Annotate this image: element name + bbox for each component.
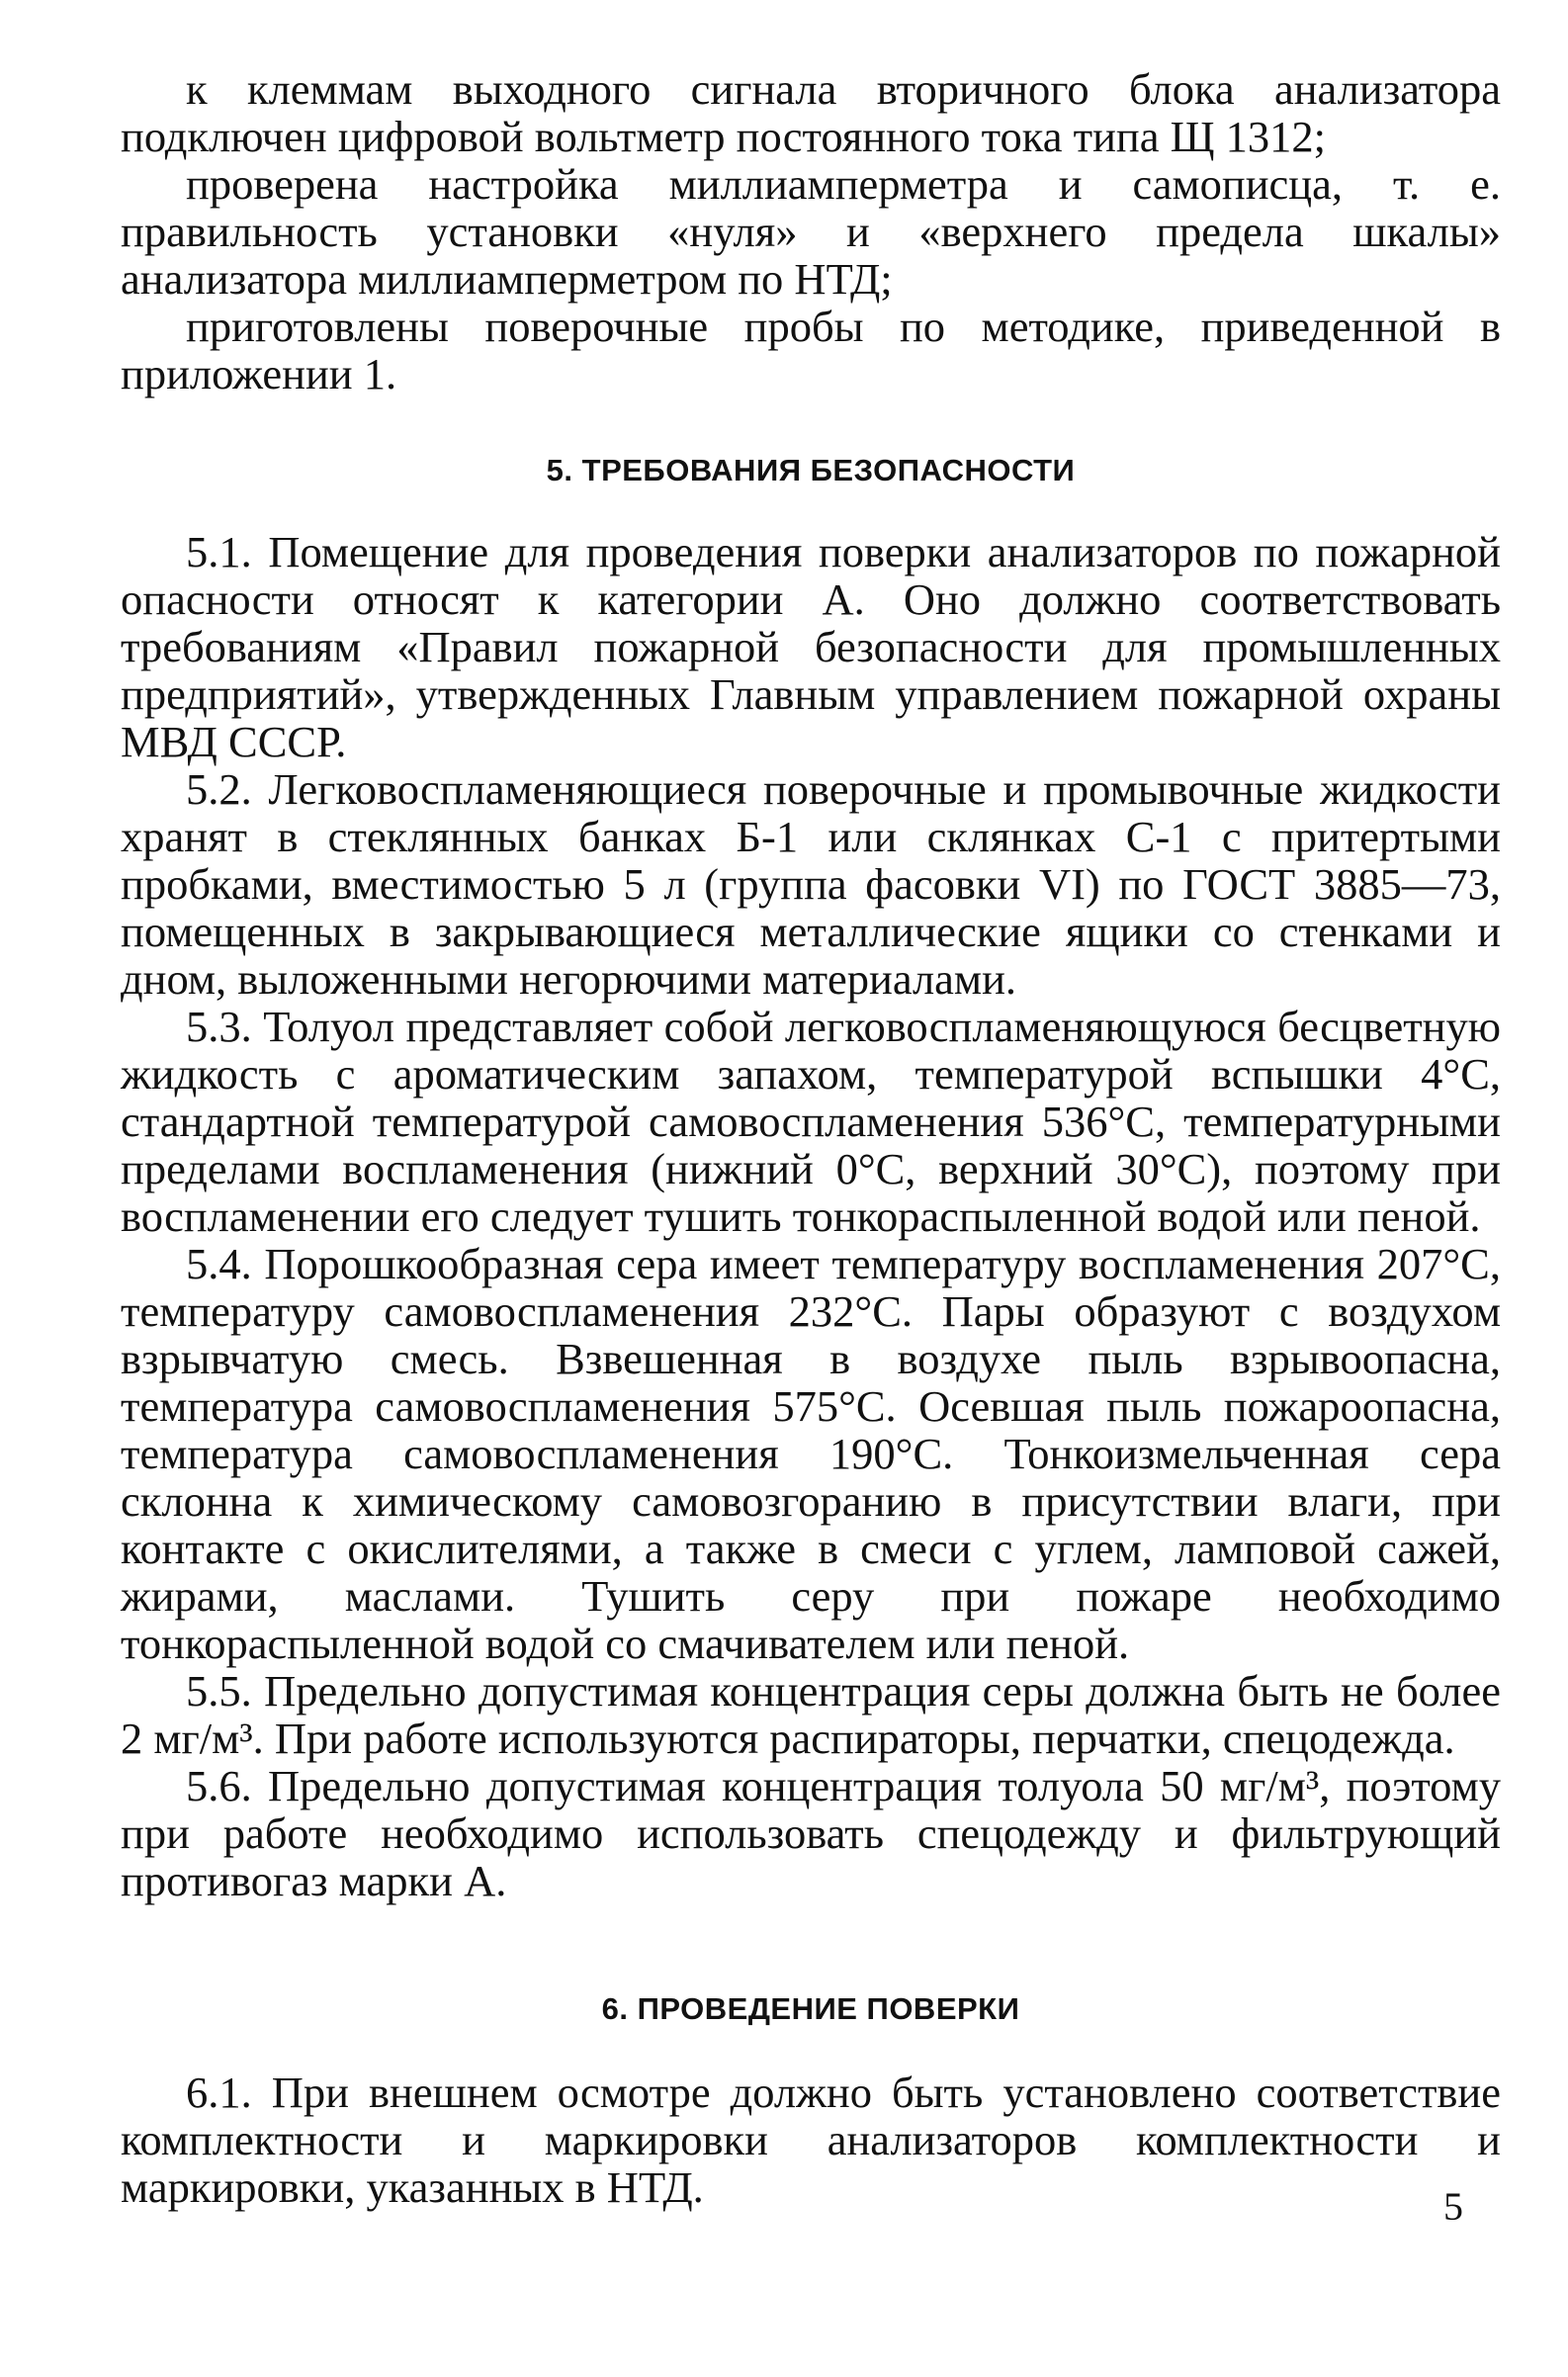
- intro-paragraph-3: приготовлены поверочные пробы по методике, приведенной в приложении 1.: [121, 302, 1501, 398]
- paragraph-5-5: 5.5. Предельно допустимая концентрация серы должна быть не более 2 мг/м³. При работе используются распираторы, перчатки, спецодежда.: [121, 1666, 1501, 1763]
- section-6-heading: 6. ПРОВЕДЕНИЕ ПОВЕРКИ: [601, 1991, 1020, 2026]
- paragraph-6-1: 6.1. При внешнем осмотре должно быть установлено соответствие комплектности и маркировки анализаторов комплектности и маркировки, указанных в НТД.: [121, 2068, 1501, 2212]
- page-number: 5: [1443, 2184, 1463, 2229]
- paragraph-5-1: 5.1. Помещение для проведения поверки анализаторов по пожарной опасности относят к категории А. Оно должно соответствовать требованиям «Правил пожарной безопасности для промышленных предприятий», утвержденных Главным управлением пожарной охраны МВД СССР.: [121, 527, 1501, 766]
- paragraph-5-6: 5.6. Предельно допустимая концентрация толуола 50 мг/м³, поэтому при работе необходимо использовать спецодежду и фильтрующий противогаз марки А.: [121, 1761, 1501, 1905]
- paragraph-5-3: 5.3. Толуол представляет собой легковоспламеняющуюся бесцветную жидкость с ароматическим запахом, температурой вспышки 4°С, стандартной температурой самовоспламенения 536°С, температурными пределами воспламенения (нижний 0°С, верхний 30°С), поэтому при воспламенении его следует тушить тонкораспыленной водой или пеной.: [121, 1002, 1501, 1241]
- document-page: [121, 65, 1501, 2211]
- intro-paragraph-1: к клеммам выходного сигнала вторичного блока анализатора подключен цифровой вольтметр постоянного тока типа Щ 1312;: [121, 64, 1501, 161]
- section-5-heading: 5. ТРЕБОВАНИЯ БЕЗОПАСНОСТИ: [546, 453, 1076, 487]
- intro-paragraph-2: проверена настройка миллиамперметра и самописца, т. е. правильность установки «нуля» и «верхнего предела шкалы» анализатора миллиамперметром по НТД;: [121, 159, 1501, 304]
- paragraph-5-2: 5.2. Легковоспламеняющиеся поверочные и промывочные жидкости хранят в стеклянных банках Б-1 или склянках С-1 с притертыми пробками, вместимостью 5 л (группа фасовки VI) по ГОСТ 3885—73, помещенных в закрывающиеся металлические ящики со стенками и дном, выложенными негорючими материалами.: [121, 764, 1501, 1004]
- paragraph-5-4: 5.4. Порошкообразная сера имеет температуру воспламенения 207°С, температуру самовоспламенения 232°С. Пары образуют с воздухом взрывчатую смесь. Взвешенная в воздухе пыль взрывоопасна, температура самовоспламенения 575°С. Осевшая пыль пожароопасна, температура самовоспламенения 190°С. Тонкоизмельченная сера склонна к химическому самовозгоранию в присутствии влаги, при контакте с окислителями, а также в смеси с углем, ламповой сажей, жирами, маслами. Тушить серу при пожаре необходимо тонкораспыленной водой со смачивателем или пеной.: [121, 1239, 1501, 1668]
